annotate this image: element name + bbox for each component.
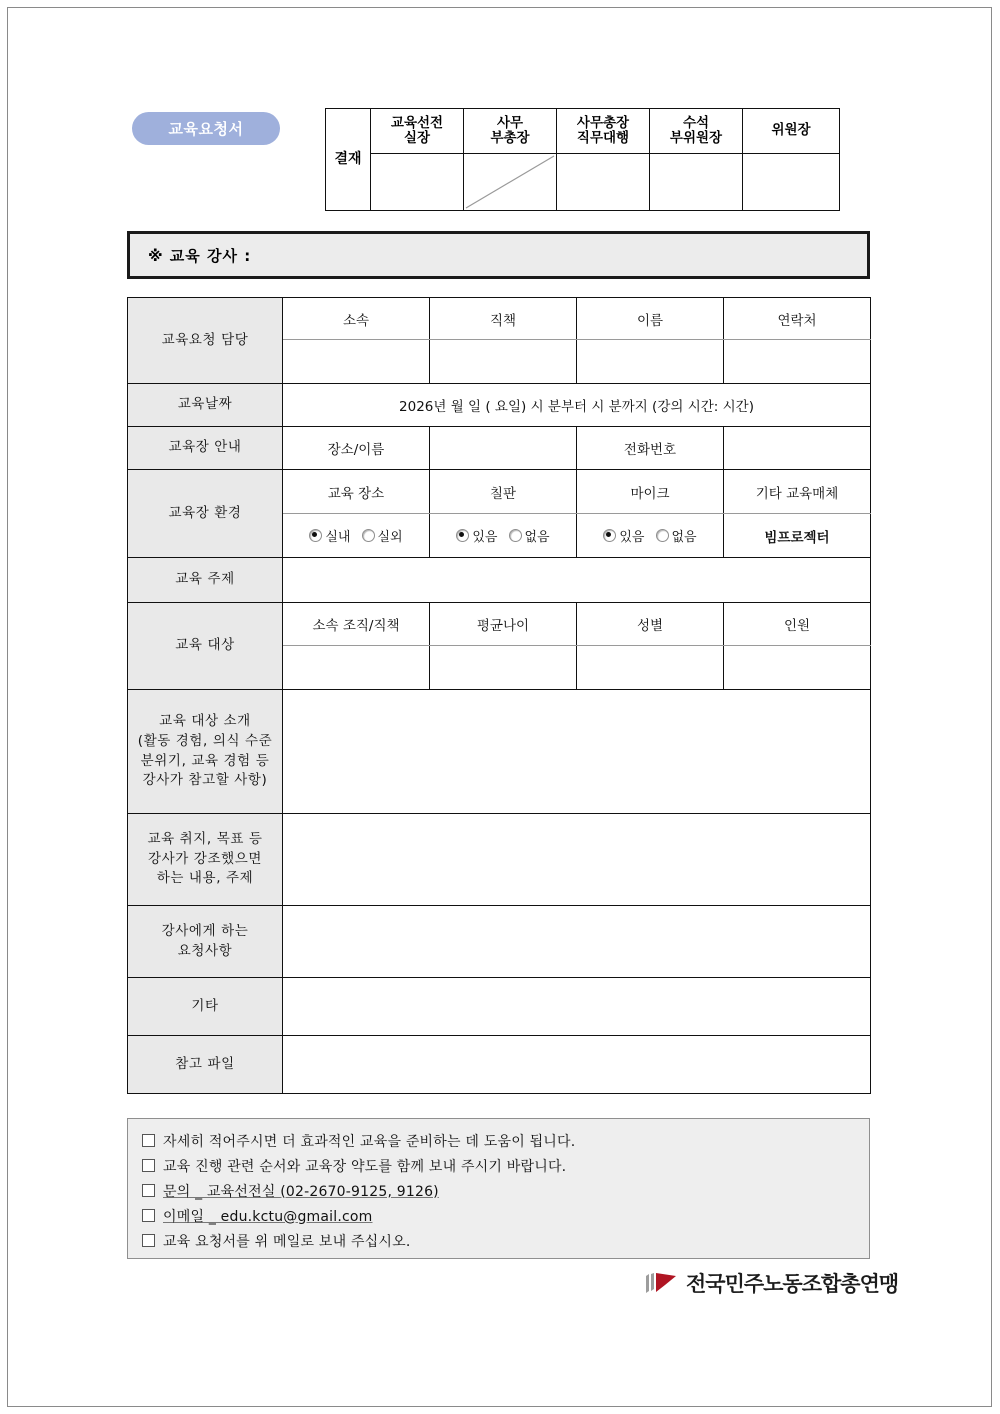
radio-board-yes[interactable]	[456, 526, 497, 545]
note-item-3[interactable]	[142, 1203, 869, 1228]
radio-place-indoor-icon[interactable]	[309, 529, 322, 542]
environment-mic-options	[577, 514, 724, 558]
subject-value[interactable]	[283, 558, 871, 603]
checkbox-icon-2[interactable]	[142, 1184, 155, 1197]
attachment-label: 참고 파일	[128, 1036, 283, 1094]
audience-header-row	[128, 603, 871, 646]
request-row	[128, 906, 871, 978]
contact-label: 교육요청 담당	[128, 298, 283, 384]
etc-value[interactable]	[283, 978, 871, 1036]
contact-value-phone[interactable]	[724, 340, 871, 384]
audience-value-gender[interactable]	[577, 646, 724, 690]
radio-place-indoor-label: 실내	[325, 530, 351, 545]
venue-phone-label: 전화번호	[577, 427, 724, 470]
note-item-4[interactable]	[142, 1228, 869, 1253]
contact-value-position[interactable]	[430, 340, 577, 384]
goal-value[interactable]	[283, 814, 871, 906]
approval-header-3	[650, 109, 743, 154]
venue-place-label: 장소/이름	[283, 427, 430, 470]
attachment-value[interactable]	[283, 1036, 871, 1094]
subject-label: 교육 주제	[128, 558, 283, 603]
subject-row	[128, 558, 871, 603]
radio-board-no-label: 없음	[524, 530, 550, 545]
goal-label-line1: 교육 취지, 목표 등	[147, 831, 263, 848]
radio-mic-yes[interactable]	[603, 526, 644, 545]
strikethrough-icon	[464, 154, 556, 210]
etc-row	[128, 978, 871, 1036]
audience-intro-label-line2: (활동 경험, 의식 수준	[137, 732, 273, 749]
goal-label-line3: 하는 내용, 주제	[156, 870, 254, 887]
request-label-line1: 강사에게 하는	[161, 922, 249, 939]
contact-value-affiliation[interactable]	[283, 340, 430, 384]
radio-board-yes-label: 있음	[472, 530, 498, 545]
checkbox-icon-0[interactable]	[142, 1134, 155, 1147]
audience-intro-row	[128, 690, 871, 814]
audience-header-count: 인원	[724, 603, 871, 646]
approval-header-0	[371, 109, 464, 154]
approval-signature-3[interactable]	[650, 154, 743, 211]
note-text-3: 이메일 _ edu.kctu@gmail.com	[163, 1208, 373, 1225]
radio-board-yes-icon[interactable]	[456, 529, 469, 542]
venue-label: 교육장 안내	[128, 427, 283, 470]
audience-intro-value[interactable]	[283, 690, 871, 814]
contact-header-name: 이름	[577, 298, 724, 340]
goal-label	[128, 814, 283, 906]
audience-intro-label-line3: 분위기, 교육 경험 등	[140, 752, 270, 769]
request-label	[128, 906, 283, 978]
checkbox-icon-1[interactable]	[142, 1159, 155, 1172]
notes-panel	[127, 1118, 870, 1259]
radio-board-no[interactable]	[509, 526, 550, 545]
page-title-badge: 교육요청서	[132, 112, 280, 145]
instructor-label: ※ 교육 강사 :	[148, 246, 252, 265]
approval-signature-4[interactable]	[743, 154, 840, 211]
radio-mic-no-icon[interactable]	[656, 529, 669, 542]
environment-label: 교육장 환경	[128, 470, 283, 558]
approval-signature-1[interactable]	[464, 154, 557, 211]
instructor-field[interactable]	[127, 231, 870, 279]
document-header	[126, 106, 871, 216]
audience-intro-label	[128, 690, 283, 814]
audience-value-age[interactable]	[430, 646, 577, 690]
approval-header-2-line2: 직무대행	[576, 130, 630, 146]
approval-signature-0[interactable]	[371, 154, 464, 211]
note-text-4: 교육 요청서를 위 메일로 보내 주십시오.	[163, 1233, 411, 1250]
venue-phone-value[interactable]	[724, 427, 871, 470]
audience-value-count[interactable]	[724, 646, 871, 690]
approval-signature-2[interactable]	[557, 154, 650, 211]
note-item-2[interactable]	[142, 1178, 869, 1203]
audience-label: 교육 대상	[128, 603, 283, 690]
audience-value-org[interactable]	[283, 646, 430, 690]
audience-header-org: 소속 조직/직책	[283, 603, 430, 646]
note-text-1: 교육 진행 관련 순서와 교육장 약도를 함께 보내 주시기 바랍니다.	[163, 1158, 567, 1175]
venue-row	[128, 427, 871, 470]
approval-header-1	[464, 109, 557, 154]
kctu-flag-icon	[645, 1272, 679, 1296]
note-item-1[interactable]	[142, 1153, 869, 1178]
environment-header-mic: 마이크	[577, 470, 724, 514]
radio-place-outdoor[interactable]	[362, 526, 403, 545]
etc-label: 기타	[128, 978, 283, 1036]
environment-place-options	[283, 514, 430, 558]
contact-header-affiliation: 소속	[283, 298, 430, 340]
environment-header-place: 교육 장소	[283, 470, 430, 514]
approval-signature-row	[326, 154, 840, 211]
date-row	[128, 384, 871, 427]
checkbox-icon-4[interactable]	[142, 1234, 155, 1247]
approval-header-4	[743, 109, 840, 154]
approval-header-4-line1: 위원장	[771, 122, 811, 139]
environment-header-media: 기타 교육매체	[724, 470, 871, 514]
note-item-0[interactable]	[142, 1128, 869, 1153]
environment-header-row	[128, 470, 871, 514]
request-label-line2: 요청사항	[177, 942, 233, 959]
request-value[interactable]	[283, 906, 871, 978]
contact-header-position: 직책	[430, 298, 577, 340]
approval-header-3-line1: 수석	[682, 114, 710, 131]
environment-header-board: 칠판	[430, 470, 577, 514]
radio-place-outdoor-label: 실외	[377, 530, 403, 545]
education-request-form	[127, 297, 871, 1094]
approval-header-2-line1: 사무총장	[576, 114, 630, 131]
date-label: 교육날짜	[128, 384, 283, 427]
approval-header-0-line1: 교육선전	[390, 114, 444, 131]
goal-label-line2: 강사가 강조했으면	[147, 850, 263, 867]
contact-header-row	[128, 298, 871, 340]
footer-logo	[645, 1272, 898, 1296]
audience-intro-label-line1: 교육 대상 소개	[159, 713, 251, 730]
radio-mic-no[interactable]	[656, 526, 697, 545]
approval-label: 결재	[326, 109, 371, 211]
radio-place-indoor[interactable]	[309, 526, 350, 545]
date-value[interactable]: 2026년 월 일 ( 요일) 시 분부터 시 분까지 (강의 시간: 시간)	[283, 384, 871, 427]
footer-organization-name: 전국민주노동조합총연맹	[686, 1271, 899, 1296]
audience-intro-label-line4: 강사가 참고할 사항)	[142, 772, 268, 789]
audience-header-gender: 성별	[577, 603, 724, 646]
audience-header-age: 평균나이	[430, 603, 577, 646]
checkbox-icon-3[interactable]	[142, 1209, 155, 1222]
radio-mic-yes-label: 있음	[619, 530, 645, 545]
radio-board-no-icon[interactable]	[509, 529, 522, 542]
environment-media-value-cell[interactable]	[724, 514, 871, 558]
contact-value-name[interactable]	[577, 340, 724, 384]
approval-header-0-line2: 실장	[403, 130, 431, 146]
attachment-row	[128, 1036, 871, 1094]
approval-header-row	[326, 109, 840, 154]
goal-row	[128, 814, 871, 906]
note-text-0: 자세히 적어주시면 더 효과적인 교육을 준비하는 데 도움이 됩니다.	[163, 1133, 576, 1150]
note-text-2: 문의 _ 교육선전실 (02-2670-9125, 9126)	[163, 1183, 439, 1200]
environment-media-value: 빔프로젝터	[764, 529, 830, 546]
radio-place-outdoor-icon[interactable]	[362, 529, 375, 542]
venue-place-value[interactable]	[430, 427, 577, 470]
approval-header-2	[557, 109, 650, 154]
approval-header-3-line2: 부위원장	[669, 130, 723, 146]
approval-header-1-line1: 사무	[496, 114, 524, 131]
radio-mic-no-label: 없음	[671, 530, 697, 545]
radio-mic-yes-icon[interactable]	[603, 529, 616, 542]
contact-header-phone: 연락처	[724, 298, 871, 340]
approval-header-1-line2: 부총장	[490, 130, 530, 146]
environment-board-options	[430, 514, 577, 558]
approval-table	[325, 108, 840, 211]
